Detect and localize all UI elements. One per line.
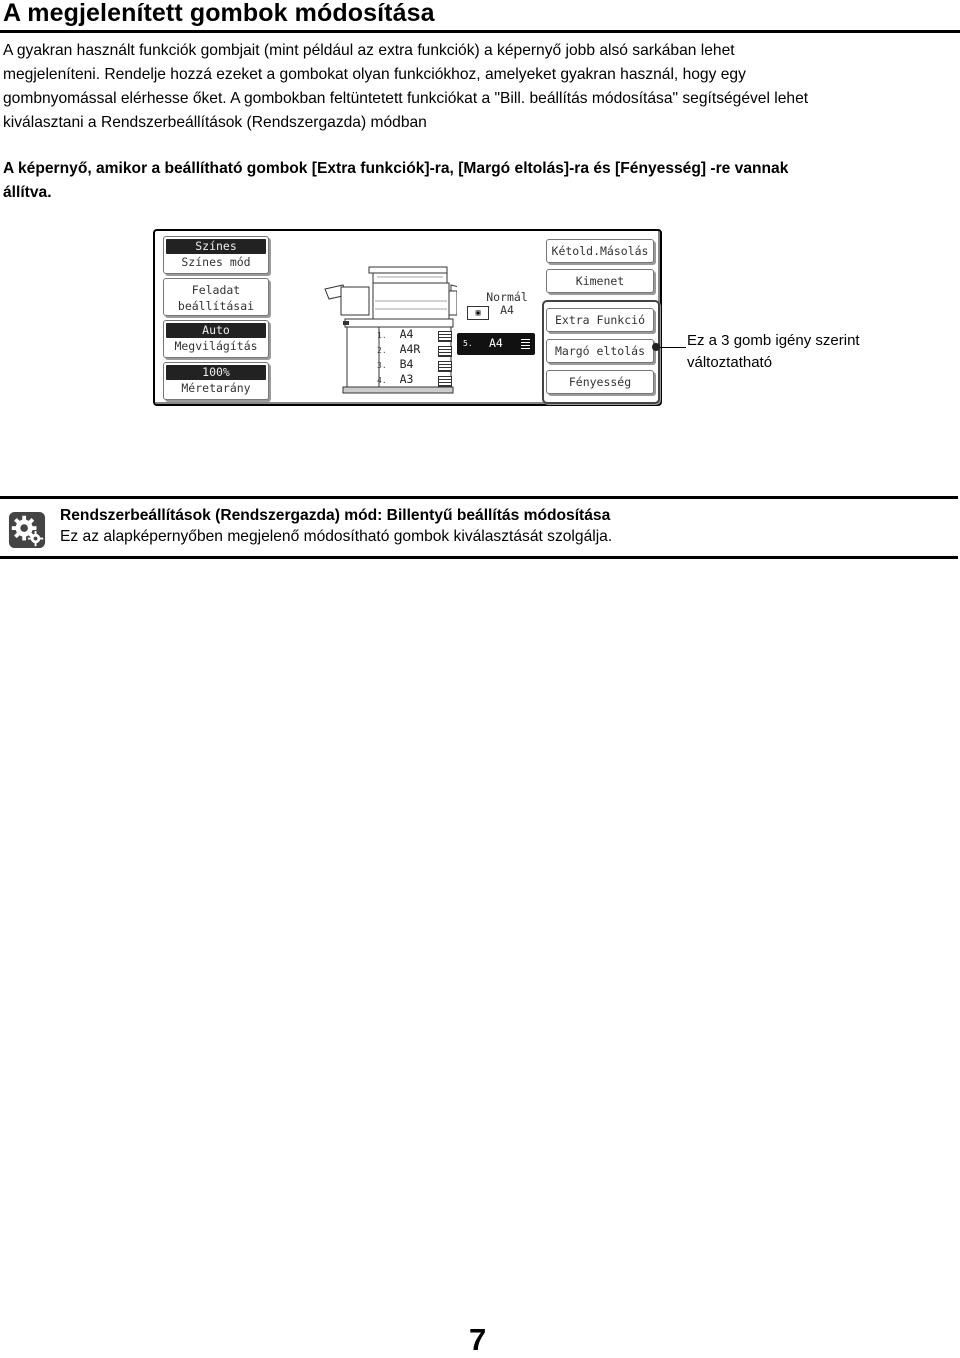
page-number: 7 bbox=[469, 1322, 487, 1357]
extra-function-button[interactable]: Extra Funkció bbox=[546, 308, 654, 332]
job-settings-line1: Feladat bbox=[191, 283, 241, 297]
job-settings-button[interactable] bbox=[163, 278, 269, 316]
color-mode-value: Színes bbox=[166, 239, 266, 254]
paper-stack-icon bbox=[438, 361, 452, 372]
tray-2[interactable] bbox=[377, 342, 420, 356]
tray-size: A3 bbox=[399, 372, 414, 386]
original-icon: ▣ bbox=[467, 306, 489, 320]
paper-stack-icon bbox=[438, 331, 452, 342]
callout-dot bbox=[652, 343, 660, 351]
subheading-line: állítva. bbox=[3, 184, 52, 201]
color-mode-button[interactable] bbox=[163, 236, 269, 274]
tray-1[interactable] bbox=[377, 327, 413, 341]
title-bar bbox=[0, 0, 960, 33]
subheading-line: A képernyő, amikor a beállítható gombok [Extra funkciók]-ra, [Margó eltolás]-ra és [Fényesség] -re vannak bbox=[3, 160, 789, 177]
job-settings-line2: beállításai bbox=[177, 299, 255, 313]
bypass-tray[interactable] bbox=[457, 333, 535, 355]
paper-info bbox=[481, 291, 533, 317]
output-button[interactable]: Kimenet bbox=[546, 269, 654, 293]
intro-line: kiválasztani a Rendszerbeállítások (Rendszergazda) módban bbox=[3, 114, 427, 131]
tray-size: A4R bbox=[399, 342, 421, 356]
intro-paragraph bbox=[3, 39, 953, 135]
margin-shift-button[interactable]: Margó eltolás bbox=[546, 339, 654, 363]
paper-type: Normál bbox=[486, 290, 528, 304]
ratio-label: Méretarány bbox=[181, 381, 251, 395]
system-settings-box bbox=[0, 496, 958, 559]
tray-number: 4. bbox=[377, 376, 387, 385]
tray-size: A4 bbox=[399, 327, 414, 341]
bypass-number: 5. bbox=[463, 339, 473, 348]
subheading bbox=[3, 157, 953, 205]
paper-stack-icon bbox=[438, 346, 452, 357]
intro-line: gombnyomással elérhesse őket. A gombokban feltüntetett funkciókat a "Bill. beállítás módosítása" segítségével lehet bbox=[3, 90, 809, 107]
tray-4[interactable] bbox=[377, 372, 413, 386]
system-settings-title: Rendszerbeállítások (Rendszergazda) mód: Billentyű beállítás módosítása bbox=[60, 507, 611, 524]
duplex-copy-button[interactable]: Kétold.Másolás bbox=[546, 239, 654, 263]
callout-line bbox=[656, 347, 686, 348]
paper-stack-icon bbox=[438, 376, 452, 387]
callout-line-1: Ez a 3 gomb igény szerint bbox=[687, 332, 860, 349]
exposure-button[interactable] bbox=[163, 320, 269, 358]
color-mode-label: Színes mód bbox=[181, 255, 251, 269]
tray-number: 2. bbox=[377, 346, 387, 355]
ratio-value: 100% bbox=[166, 365, 266, 380]
tray-size: B4 bbox=[399, 357, 414, 371]
exposure-value: Auto bbox=[166, 323, 266, 338]
touch-panel-screen bbox=[153, 229, 662, 406]
paper-stack-icon bbox=[521, 339, 530, 349]
settings-gear-icon bbox=[8, 511, 46, 549]
exposure-label: Megvilágítás bbox=[174, 339, 258, 353]
intro-line: megjeleníteni. Rendelje hozzá ezeket a gombokat olyan funkciókhoz, amelyeket gyakran használ, hogy egy bbox=[3, 66, 746, 83]
page-title: A megjelenített gombok módosítása bbox=[3, 0, 435, 27]
tray-number: 3. bbox=[377, 361, 387, 370]
tray-3[interactable] bbox=[377, 357, 413, 371]
bypass-size: A4 bbox=[489, 336, 503, 350]
system-settings-text: Ez az alapképernyőben megjelenő módosítható gombok kiválasztását szolgálja. bbox=[60, 528, 613, 545]
tray-number: 1. bbox=[377, 331, 387, 340]
intro-line: A gyakran használt funkciók gombjait (mint például az extra funkciók) a képernyő jobb alsó sarkában lehet bbox=[3, 42, 735, 59]
callout-text bbox=[687, 330, 860, 374]
callout-line-2: változtatható bbox=[687, 354, 773, 371]
paper-size: A4 bbox=[500, 303, 514, 317]
brightness-button[interactable]: Fényesség bbox=[546, 370, 654, 394]
ratio-button[interactable] bbox=[163, 362, 269, 400]
